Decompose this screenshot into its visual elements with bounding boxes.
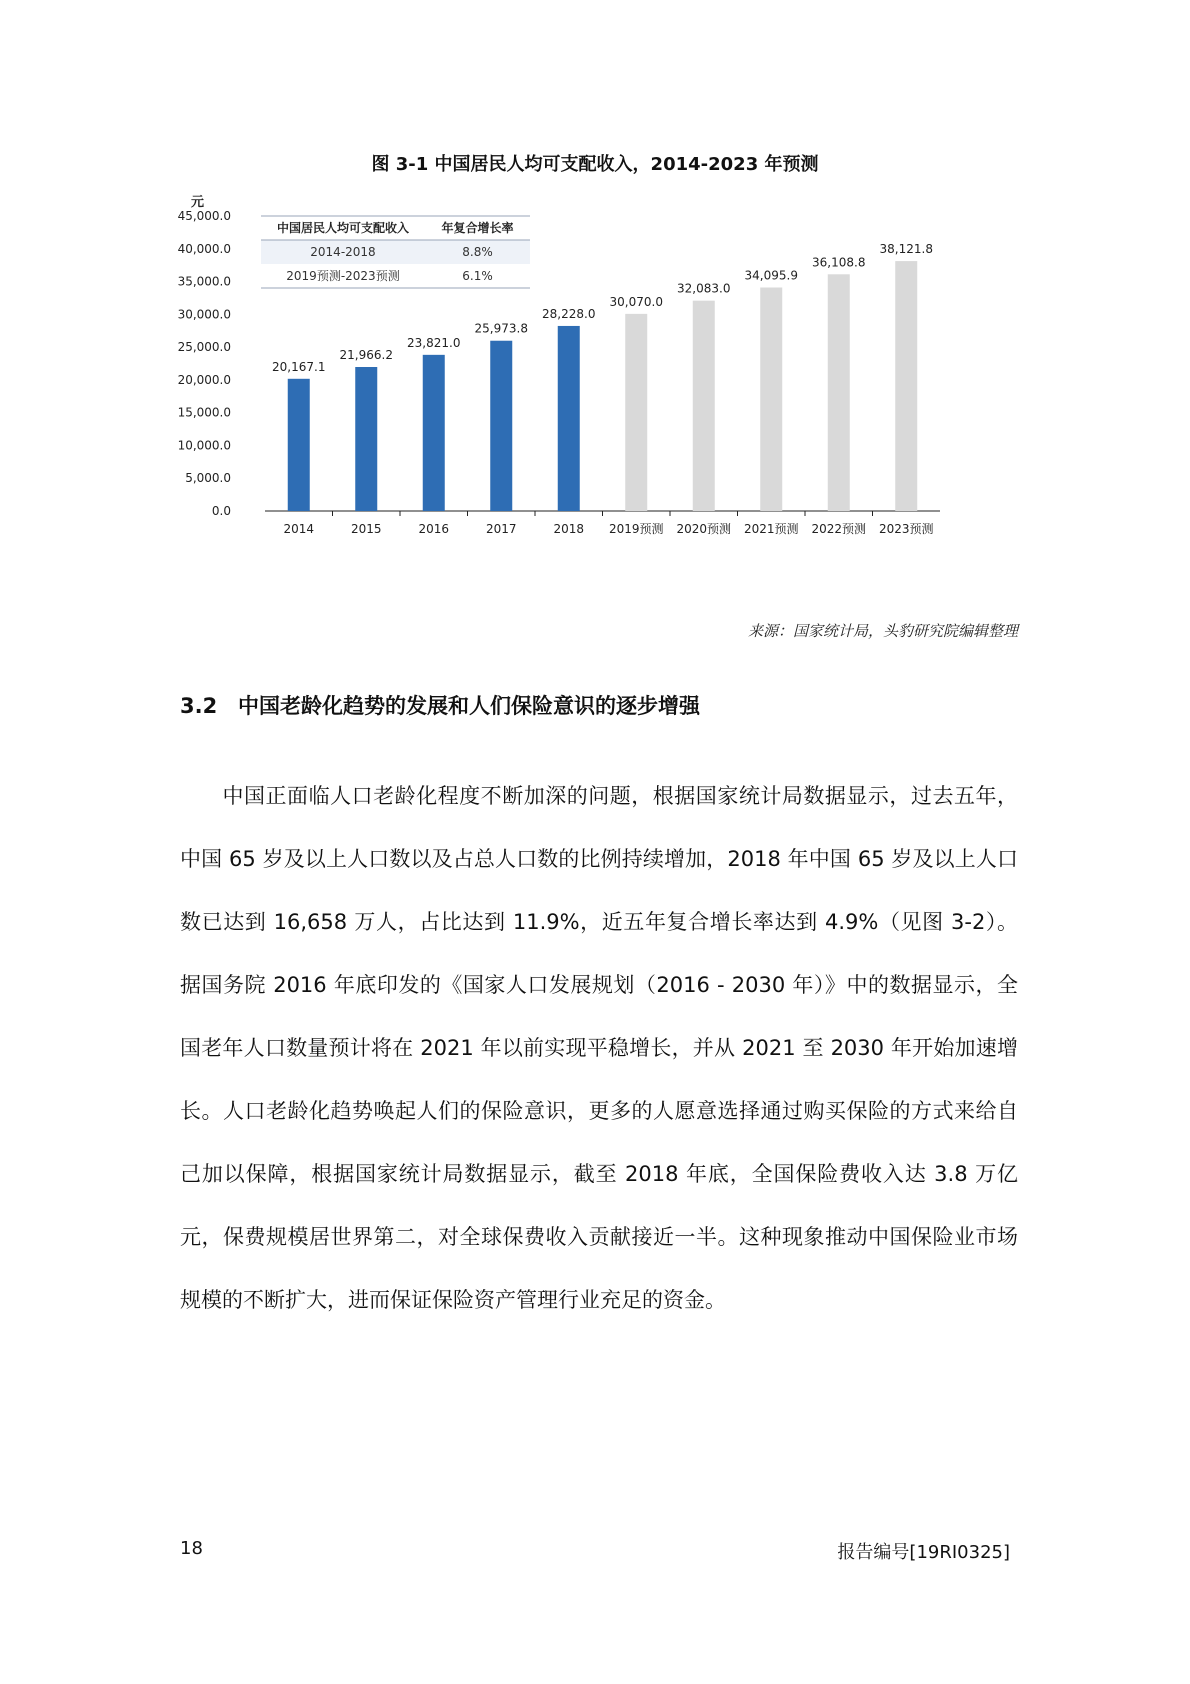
table-cell: 6.1% xyxy=(462,269,493,283)
section-title: 中国老龄化趋势的发展和人们保险意识的逐步增强 xyxy=(238,694,700,718)
bar xyxy=(693,301,715,511)
x-tick-label: 2021预测 xyxy=(743,522,799,536)
bar xyxy=(490,341,512,511)
x-tick-label: 2019预测 xyxy=(608,522,664,536)
bar-value-label: 36,108.8 xyxy=(812,255,866,270)
x-tick-label: 2020预测 xyxy=(676,522,732,536)
bar xyxy=(895,261,917,511)
section-number: 3.2 xyxy=(180,694,218,718)
page-number: 18 xyxy=(180,1538,203,1559)
bar-value-label: 32,083.0 xyxy=(677,281,731,296)
bar-value-label: 23,821.0 xyxy=(407,335,461,350)
bar-value-label: 38,121.8 xyxy=(879,242,933,257)
bar-value-label: 25,973.8 xyxy=(474,321,528,336)
table-header: 年复合增长率 xyxy=(441,221,514,235)
x-tick-label: 2014 xyxy=(283,522,315,536)
bar xyxy=(423,355,445,511)
bar-value-label: 30,070.0 xyxy=(609,294,663,309)
table-header: 中国居民人均可支配收入 xyxy=(276,221,410,235)
y-tick-label: 0.0 xyxy=(211,504,231,518)
bar-value-label: 28,228.0 xyxy=(542,306,596,321)
y-tick-label: 25,000.0 xyxy=(177,340,231,355)
bar-value-label: 20,167.1 xyxy=(272,359,326,374)
bar xyxy=(828,274,850,511)
y-tick-label: 40,000.0 xyxy=(177,241,231,256)
x-tick-label: 2018 xyxy=(553,522,585,536)
report-number: 报告编号[19RI0325] xyxy=(837,1542,1010,1563)
bar xyxy=(355,367,377,511)
x-tick-label: 2022预测 xyxy=(811,522,867,536)
x-tick-label: 2017 xyxy=(485,522,517,536)
paragraph-text: 中国正面临人口老龄化程度不断加深的问题，根据国家统计局数据显示，过去五年，中国 65 岁及以上人口数以及占总人口数的比例持续增加，2018 年中国 65 岁及以上人口数已达到 16,658 万人，占比达到 11.9%，近五年复合增长率达到 4.9%（见图 3-2）。据国务院 2016 年底印发的《国家人口发展规划（2016 - 2030 年）》中的数据显示，全国老年人口数量预计将在 2021 年以前实现平稳增长，并从 2021 至 2030 年开始加速增长。人口老龄化趋势唤起人们的保险意识，更多的人愿意选择通过购买保险的方式来给自己加以保障，根据国家统计局数据显示，截至 2018 年底，全国保险费收入达 3.8 万亿元，保费规模居世界第二，对全球保费收入贡献接近一半。这种现象推动中国保险业市场规模的不断扩大，进而保证保险资产管理行业充足的资金。 xyxy=(180,784,1018,1312)
x-tick-label: 2015 xyxy=(350,522,382,536)
y-tick-label: 20,000.0 xyxy=(177,372,231,387)
figure-title: 图 3-1 中国居民人均可支配收入，2014-2023 年预测 xyxy=(371,154,819,175)
bar-value-label: 34,095.9 xyxy=(744,268,798,283)
y-tick-label: 15,000.0 xyxy=(177,405,231,420)
table-cell: 2014-2018 xyxy=(310,245,376,259)
x-tick-label: 2016 xyxy=(418,522,450,536)
figure-source: 来源：国家统计局，头豹研究院编辑整理 xyxy=(747,622,1018,640)
bar-value-label: 21,966.2 xyxy=(339,347,393,362)
bar xyxy=(760,287,782,511)
y-axis-unit: 元 xyxy=(191,195,205,210)
y-tick-label: 45,000.0 xyxy=(177,209,231,223)
growth-rate-table xyxy=(261,216,530,288)
income-bar-chart xyxy=(177,192,1025,602)
x-tick-label: 2023预测 xyxy=(878,522,934,536)
y-tick-label: 30,000.0 xyxy=(177,307,231,322)
y-tick-label: 35,000.0 xyxy=(177,274,231,289)
bar xyxy=(288,379,310,511)
table-cell: 2019预测-2023预测 xyxy=(286,269,400,283)
bar xyxy=(558,326,580,511)
y-tick-label: 10,000.0 xyxy=(177,438,231,453)
table-cell: 8.8% xyxy=(462,245,493,259)
body-paragraph xyxy=(180,765,1018,1332)
y-tick-label: 5,000.0 xyxy=(185,471,231,486)
section-heading xyxy=(180,690,700,720)
bar xyxy=(625,314,647,511)
